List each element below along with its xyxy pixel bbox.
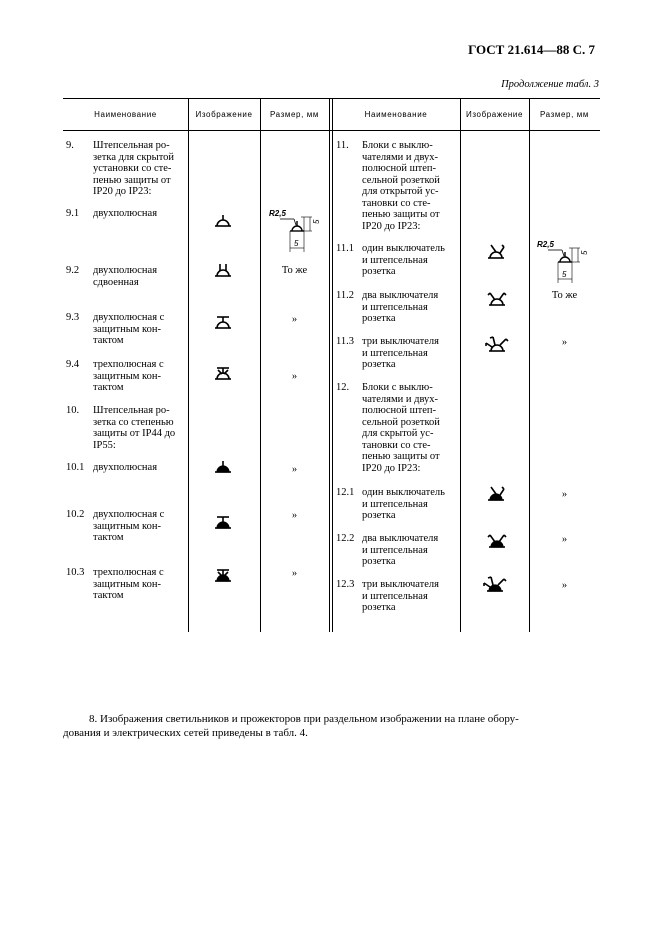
- radius-label: R2,5: [269, 209, 286, 218]
- row-number: 9.4: [66, 359, 80, 370]
- block-3switch-socket-icon: [484, 334, 510, 356]
- height-label: 5: [580, 250, 589, 255]
- row-text: Блоки с выклю- чателями и двух- полюсной штеп- сельной розеткой для скрытой ус- тановки со сте- пенью защиты от IP20 до IP23:: [362, 382, 440, 474]
- row-text: двухполюсная: [93, 208, 158, 219]
- row-number: 9.: [66, 140, 74, 151]
- column-header-size: Размер, мм: [540, 110, 589, 119]
- row-number: 12.1: [336, 487, 355, 498]
- row-text: двухполюсная: [93, 462, 158, 473]
- table-continuation-label: Продолжение табл. 3: [501, 79, 599, 90]
- row-number: 9.2: [66, 265, 80, 276]
- socket-3pole-earth-sealed-icon: [214, 567, 232, 585]
- socket-2pole-hidden-icon: [214, 214, 232, 230]
- row-number: 12.3: [336, 579, 355, 590]
- row-text: двухполюсная с защитным кон- тактом: [93, 312, 165, 346]
- socket-2pole-sealed-icon: [214, 460, 232, 476]
- row-text: два выключателя и штепсельная розетка: [362, 533, 439, 567]
- row-size: »: [291, 510, 298, 521]
- row-number: 11.1: [336, 243, 354, 254]
- width-label: 5: [562, 270, 567, 279]
- row-text: Блоки с выклю- чателями и двух- полюсной штеп- сельной розеткой для открытой ус- тановки со сте- пенью защиты от IP20 до IP23:: [362, 140, 440, 232]
- socket-2pole-earth-icon: [214, 314, 232, 332]
- row-text: один выключатель и штепсельная розетка: [362, 243, 445, 277]
- row-number: 9.1: [66, 208, 80, 219]
- row-number: 12.2: [336, 533, 355, 544]
- socket-2pole-double-icon: [214, 262, 232, 280]
- row-number: 10.1: [66, 462, 85, 473]
- dimension-drawing: [266, 206, 326, 258]
- row-text: Штепсельная ро- зетка для скрытой установки со сте- пенью защиты от IP20 до IP23:: [93, 140, 175, 197]
- row-size: »: [291, 314, 298, 325]
- width-label: 5: [294, 239, 299, 248]
- radius-label: R2,5: [537, 240, 554, 249]
- row-text: один выключатель и штепсельная розетка: [362, 487, 445, 521]
- row-size: »: [561, 580, 568, 591]
- row-text: два выключателя и штепсельная розетка: [362, 290, 439, 324]
- col-divider-double: [332, 98, 333, 632]
- row-number: 11.: [336, 140, 349, 151]
- row-number: 11.2: [336, 290, 354, 301]
- block-2switch-socket-icon: [486, 289, 508, 309]
- column-header-image: Изображение: [466, 110, 523, 119]
- block-3switch-socket-hidden-icon: [482, 574, 508, 596]
- row-number: 10.2: [66, 509, 85, 520]
- dimension-drawing: [534, 237, 594, 289]
- row-number: 11.3: [336, 336, 354, 347]
- footer-paragraph: 8. Изображения светильников и прожекторов при раздельном изображении на плане обору- дования и электрических сетей приведены в табл. 4.: [63, 713, 519, 739]
- block-2switch-socket-hidden-icon: [486, 531, 508, 551]
- row-size: »: [291, 568, 298, 579]
- row-size: »: [561, 337, 568, 348]
- block-1switch-socket-hidden-icon: [486, 484, 506, 504]
- row-size: »: [561, 489, 568, 500]
- row-number: 9.3: [66, 312, 80, 323]
- row-text: двухполюсная с защитным кон- тактом: [93, 509, 165, 543]
- row-size: То же: [551, 290, 578, 301]
- col-divider: [529, 98, 530, 632]
- column-header-name: Наименование: [364, 110, 428, 119]
- row-text: двухполюсная сдвоенная: [93, 265, 158, 288]
- col-divider: [188, 98, 189, 632]
- row-number: 10.3: [66, 567, 85, 578]
- page-title: ГОСТ 21.614—88 С. 7: [468, 42, 595, 57]
- row-text: Штепсельная ро- зетка со степенью защиты от IP44 до IP55:: [93, 405, 176, 451]
- row-size: »: [561, 534, 568, 545]
- height-label: 5: [312, 219, 321, 224]
- column-header-name: Наименование: [94, 110, 157, 119]
- col-divider: [260, 98, 261, 632]
- socket-2pole-earth-sealed-icon: [214, 514, 232, 532]
- row-number: 12.: [336, 382, 350, 393]
- col-divider: [460, 98, 461, 632]
- row-text: трехполюсная с защитным кон- тактом: [93, 359, 164, 393]
- row-number: 10.: [66, 405, 80, 416]
- row-text: три выключателя и штепсельная розетка: [362, 579, 439, 613]
- block-1switch-socket-icon: [486, 242, 506, 262]
- column-header-size: Размер, мм: [270, 110, 319, 119]
- row-size: »: [291, 464, 298, 475]
- socket-3pole-earth-icon: [214, 365, 232, 383]
- row-text: три выключателя и штепсельная розетка: [362, 336, 439, 370]
- row-text: трехполюсная с защитным кон- тактом: [93, 567, 164, 601]
- column-header-image: Изображение: [195, 110, 253, 119]
- row-size: То же: [281, 265, 308, 276]
- col-divider-double: [329, 98, 330, 632]
- row-size: »: [291, 371, 298, 382]
